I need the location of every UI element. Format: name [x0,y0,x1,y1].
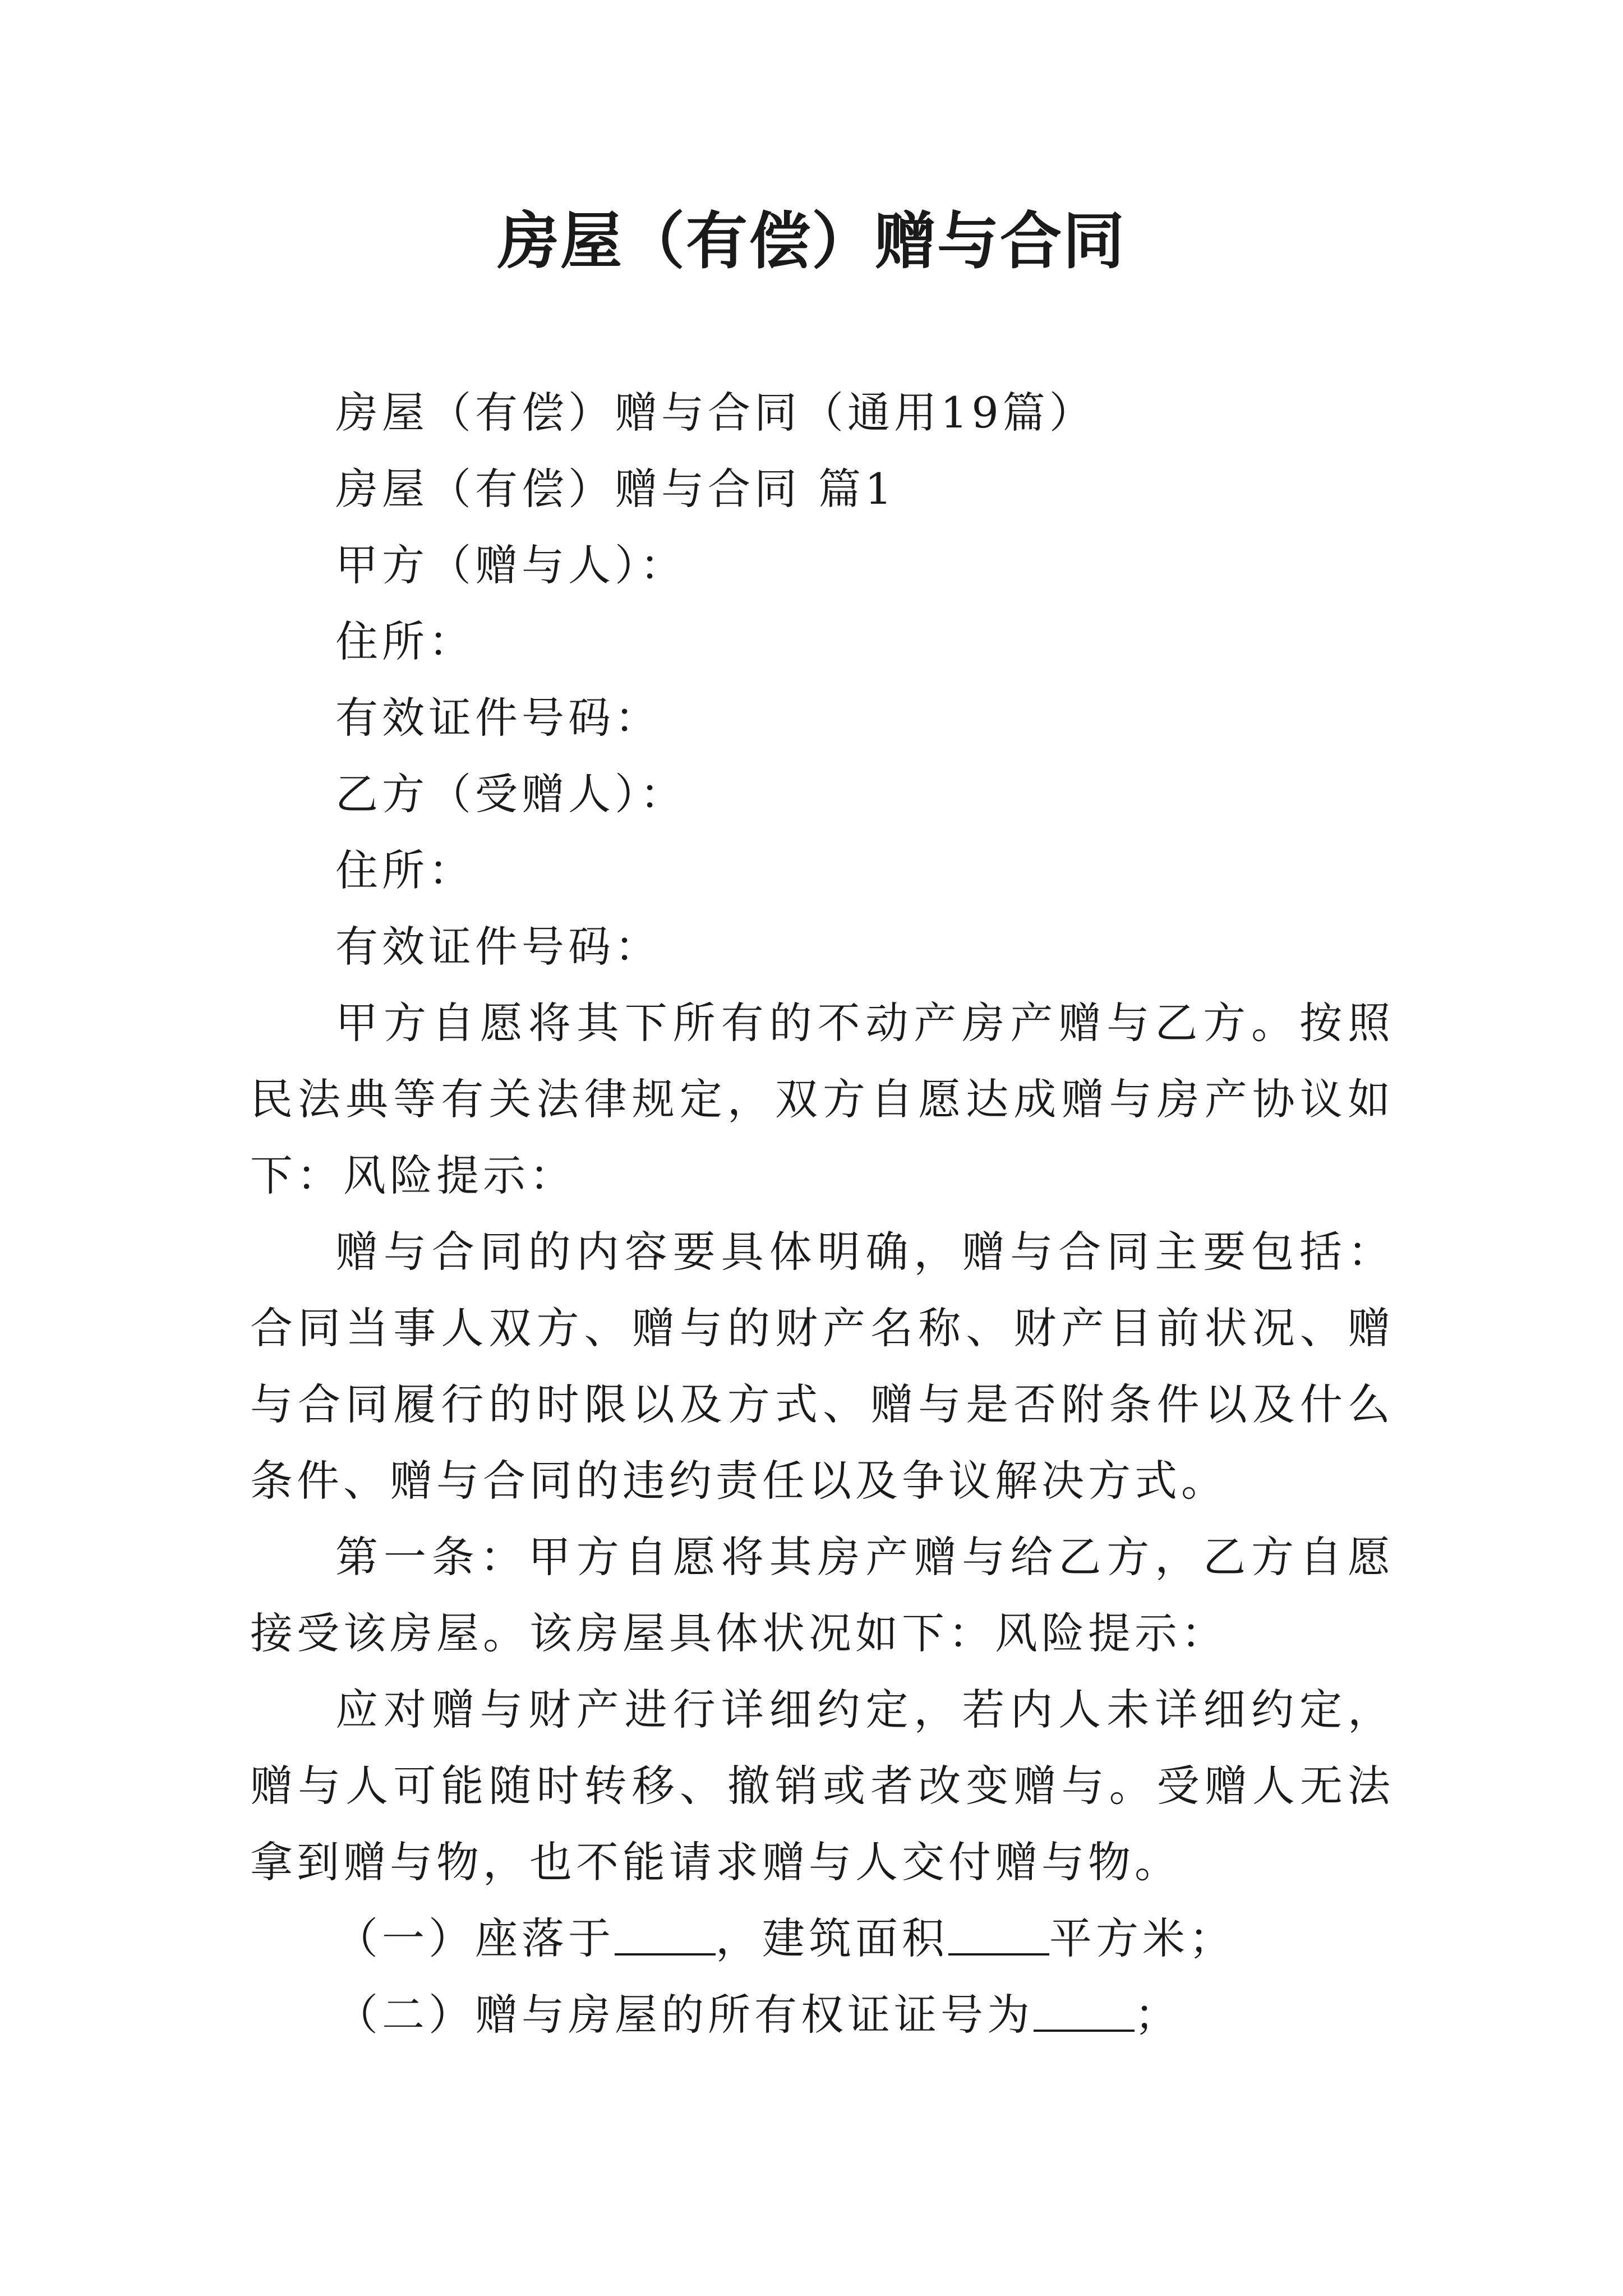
item2-prefix: （二）赠与房屋的所有权证证号为 [335,1990,1034,2040]
party-a-id-label: 有效证件号码： [335,693,661,743]
party-b-id-label: 有效证件号码： [335,922,661,972]
document-body [250,375,1394,2053]
item-certificate-number [250,1977,1394,2053]
item2-suffix: ； [1135,1990,1181,2040]
paragraph-article-one: 第一条：甲方自愿将其房产赠与给乙方，乙方自愿接受该房屋。该房屋具体状况如下：风险提示： [250,1532,1394,1658]
document-subtitle: 房屋（有偿）赠与合同（通用19篇） [335,388,1096,438]
article-heading: 房屋（有偿）赠与合同 篇1 [335,464,896,514]
item1-prefix: （一）座落于 [335,1913,615,1963]
party-a-address-label: 住所： [335,616,475,666]
area-blank [948,1911,1049,1955]
party-b-address-label: 住所： [335,845,475,895]
party-a-label: 甲方（赠与人）： [335,540,686,590]
document-title: 房屋（有偿）赠与合同 [497,205,1126,277]
paragraph-risk-note: 应对赠与财产进行详细约定，若内人未详细约定，赠与人可能随时转移、撤销或者改变赠与。受赠人无法拿到赠与物，也不能请求赠与人交付赠与物。 [250,1685,1394,1887]
party-b-label: 乙方（受赠人）： [335,769,686,819]
paragraph-intro: 甲方自愿将其下所有的不动产房产赠与乙方。按照民法典等有关法律规定，双方自愿达成赠与房产协议如下：风险提示： [250,998,1394,1200]
certificate-blank [1034,1987,1135,2032]
item1-middle: ，建筑面积 [716,1913,948,1963]
item-location-area [250,1901,1394,1977]
location-blank [615,1911,716,1955]
paragraph-contract-content: 赠与合同的内容要具体明确，赠与合同主要包括：合同当事人双方、赠与的财产名称、财产目前状况、赠与合同履行的时限以及方式、赠与是否附条件以及什么条件、赠与合同的违约责任以及争议解决方式。 [250,1227,1394,1506]
item1-suffix: 平方米； [1049,1913,1235,1963]
